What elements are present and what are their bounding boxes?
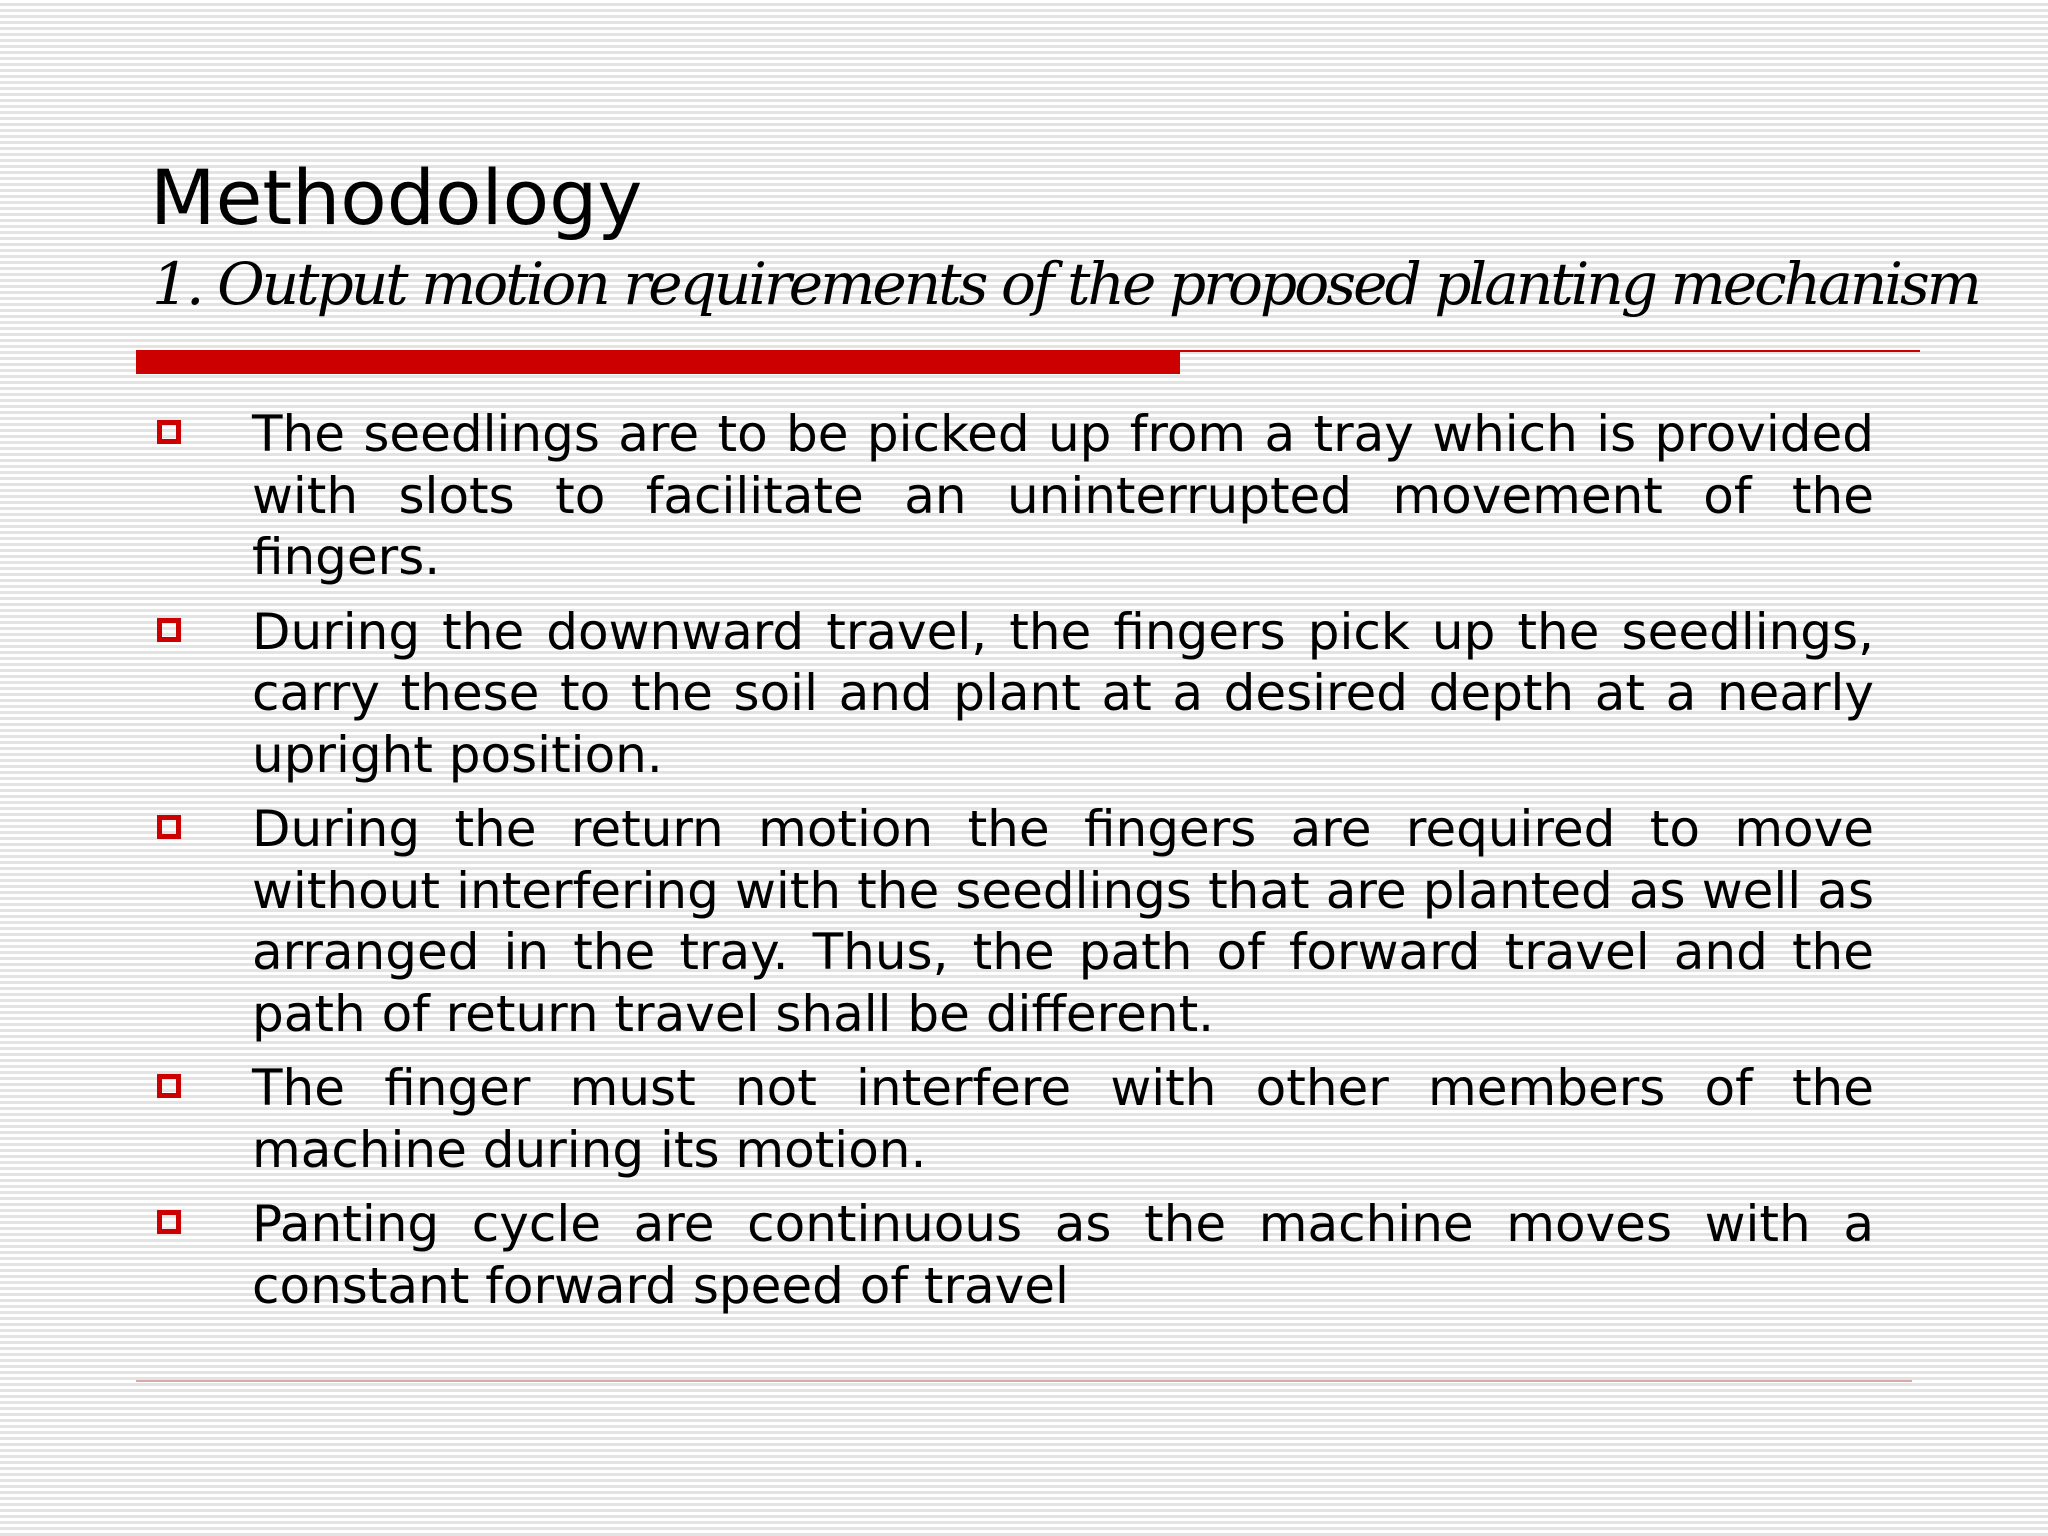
square-bullet-icon [157,618,181,642]
bullet-text: During the downward travel, the fingers pick up the seedlings, carry these to the soil and plant at a desired depth at a nearly upright position. [252,602,1874,784]
bullet-text: Panting cycle are continuous as the machine moves with a constant forward speed of travel [252,1195,1874,1315]
footer-divider [136,1380,1912,1382]
bullet-item [150,1058,1874,1181]
square-bullet-icon [157,420,181,444]
bullet-item [150,1194,1874,1317]
square-bullet-icon [157,1210,181,1234]
title-underline-thin [1180,350,1920,352]
bullet-item [150,799,1874,1045]
square-bullet-icon [157,1074,181,1098]
bullet-text: The finger must not interfere with other members of the machine during its motion. [252,1059,1874,1179]
bullet-item [150,602,1874,787]
slide-title: Methodology [150,153,643,242]
square-bullet-icon [157,815,181,839]
bullet-item [150,404,1874,589]
bullet-text: The seedlings are to be picked up from a tray which is provided with slots to facilitate an uninterrupted movement of the fingers. [252,405,1874,586]
bullet-text: During the return motion the fingers are required to move without interfering with the seedlings that are planted as well as arranged in the tray. Thus, the path of forward travel and the path of return travel shall be different. [252,800,1874,1043]
slide-subtitle: 1. Output motion requirements of the proposed planting mechanism [152,250,1979,318]
bullet-list [150,404,1874,1330]
title-underline-thick [136,350,1180,374]
